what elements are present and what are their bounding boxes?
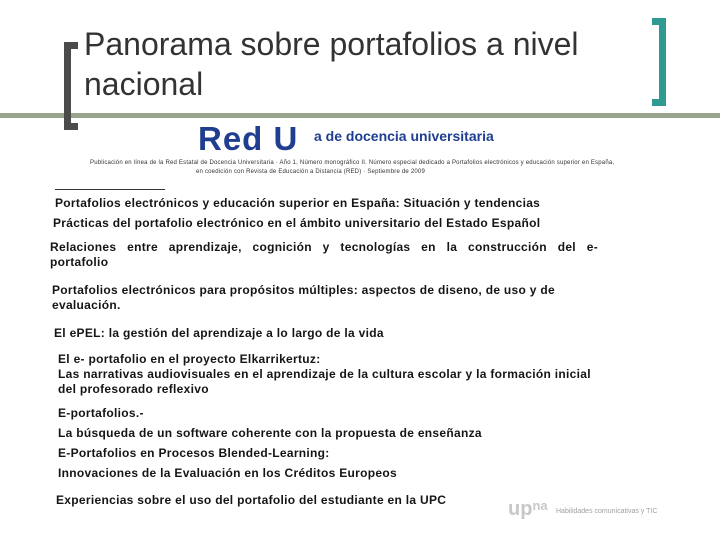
redu-logo: Red U bbox=[198, 120, 299, 157]
article-title bbox=[52, 283, 600, 313]
upna-logo-na: na bbox=[532, 498, 548, 513]
left-bracket-decoration bbox=[64, 42, 78, 130]
upna-logo bbox=[508, 498, 548, 521]
article-title-line: Relaciones entre aprendizaje, cognición y tecnologías en la construcción del e-portafolio bbox=[50, 240, 598, 269]
title-underline bbox=[0, 113, 720, 118]
article-title-line: E-Portafolios en Procesos Blended-Learning: bbox=[58, 446, 330, 460]
article-title-line: El e- portafolio en el proyecto Elkarrikertuz: bbox=[58, 352, 321, 366]
article-title bbox=[55, 196, 615, 211]
article-title bbox=[53, 216, 613, 231]
publication-line: en coedición con Revista de Educación a Distancia (RED) · Septiembre de 2009 bbox=[196, 169, 425, 175]
publication-line: Publicación en línea de la Red Estatal de Docencia Universitaria · Año 1, Número monográfico II. Número especial dedicado a Portafolios electrónicos y educación superior en España, bbox=[90, 160, 615, 166]
footer-caption: Habilidades comunicativas y TIC bbox=[556, 508, 658, 515]
article-title-line: La búsqueda de un software coherente con la propuesta de enseñanza bbox=[58, 426, 482, 440]
divider bbox=[55, 189, 165, 190]
article-title bbox=[58, 406, 608, 421]
article-title-line: El ePEL: la gestión del aprendizaje a lo largo de la vida bbox=[54, 326, 384, 340]
article-title bbox=[58, 426, 608, 441]
article-title-line: Portafolios electrónicos para propósitos múltiples: aspectos de diseno, de uso y de evaluación. bbox=[52, 283, 556, 312]
article-subtitle-line: Las narrativas audiovisuales en el aprendizaje de la cultura escolar y la formación inicial del profesorado reflexivo bbox=[58, 367, 591, 396]
article-title-line: Prácticas del portafolio electrónico en el ámbito universitario del Estado Español bbox=[53, 216, 541, 230]
article-title-line: E-portafolios.- bbox=[58, 406, 144, 420]
upna-logo-up: up bbox=[508, 498, 533, 520]
slide-title: Panorama sobre portafolios a nivel nacional bbox=[84, 26, 579, 102]
article-title bbox=[58, 466, 608, 481]
article-title-line: Experiencias sobre el uso del portafolio del estudiante en la UPC bbox=[56, 493, 447, 507]
article-title bbox=[58, 446, 608, 461]
redu-tagline: a de docencia universitaria bbox=[314, 128, 494, 144]
article-title bbox=[58, 352, 608, 397]
article-title bbox=[54, 326, 614, 341]
right-bracket-decoration bbox=[652, 18, 666, 106]
article-title-line: Innovaciones de la Evaluación en los Créditos Europeos bbox=[58, 466, 397, 480]
article-title bbox=[50, 240, 598, 270]
article-title-line: Portafolios electrónicos y educación superior en España: Situación y tendencias bbox=[55, 196, 541, 210]
